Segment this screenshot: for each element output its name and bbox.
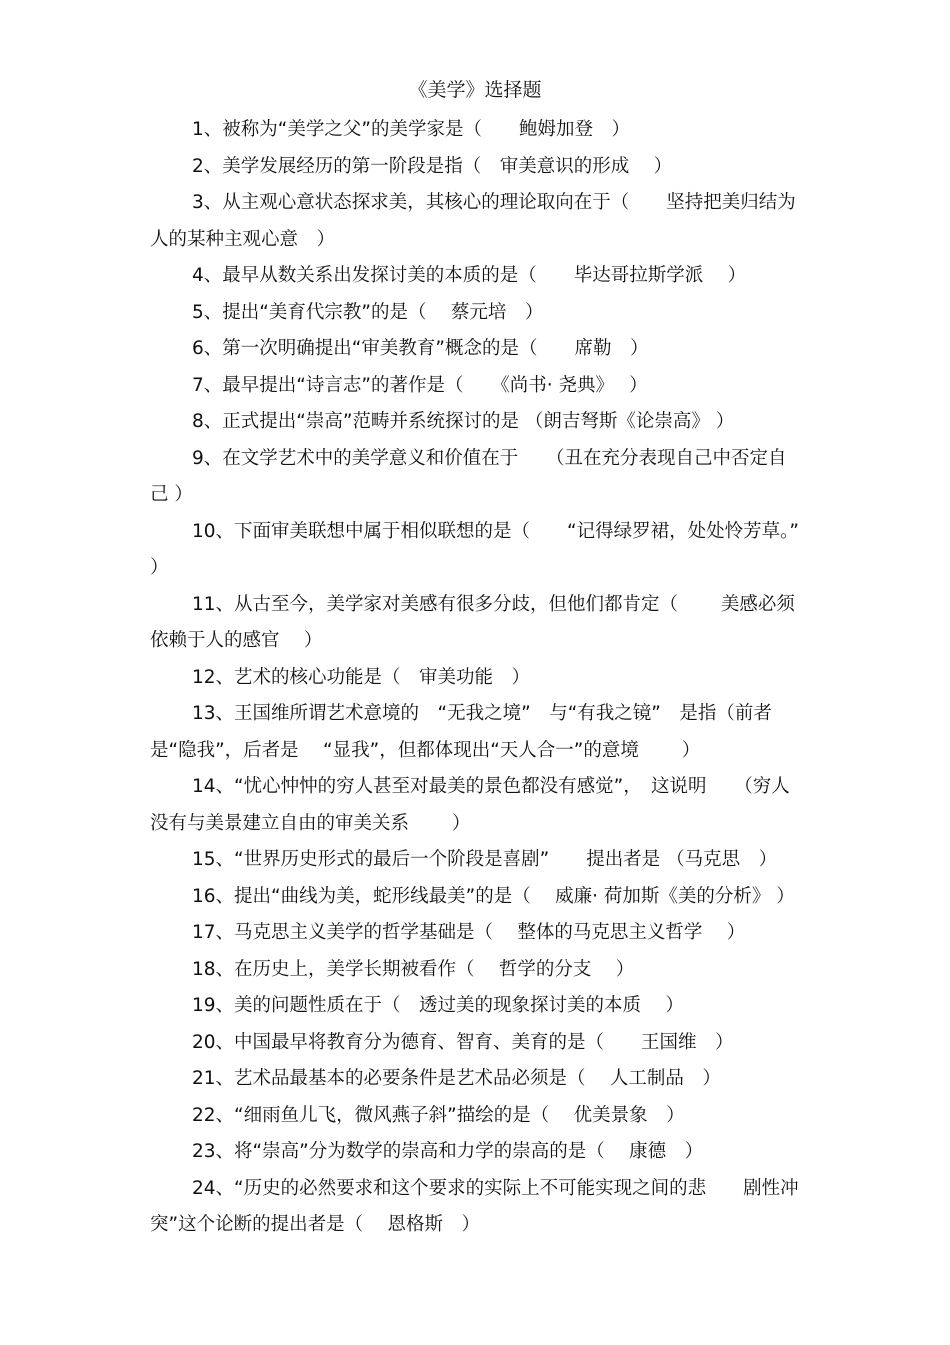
question-item: 9、在文学艺术中的美学意义和价值在于 （丑在充分表现自己中否定自己 ） (150, 447, 787, 505)
question-item: 24、“历史的必然要求和这个要求的实际上不可能实现之间的悲 剧性冲突”这个论断的提出者是（ 恩格斯 ） (150, 1177, 799, 1235)
question-item: 14、“忧心忡忡的穷人甚至对最美的景色都没有感觉”， 这说明 （穷人没有与美景建立自由的审美关系 ） (150, 776, 790, 834)
question-item: 3、从主观心意状态探求美，其核心的理论取向在于（ 坚持把美归结为人的某种主观心意 ） (150, 192, 796, 250)
question-item: 1、被称为“美学之父”的美学家是（ 鲍姆加登 ） (192, 119, 630, 140)
document-title: 《美学》选择题 (408, 79, 542, 101)
question-item: 17、马克思主义美学的哲学基础是（ 整体的马克思主义哲学 ） (192, 922, 746, 943)
question-item: 6、第一次明确提出“审美教育”概念的是（ 席勒 ） (192, 338, 649, 359)
question-item: 15、“世界历史形式的最后一个阶段是喜剧” 提出者是 （马克思 ） (192, 849, 778, 870)
question-item: 8、正式提出“崇高”范畴并系统探讨的是 （朗吉弩斯《论崇高》 ） (192, 411, 735, 432)
question-item: 22、“细雨鱼儿飞，微风燕子斜”描绘的是（ 优美景象 ） (192, 1104, 685, 1126)
question-item: 10、下面审美联想中属于相似联想的是（ “记得绿罗裙，处处怜芳草。” ） (150, 520, 824, 578)
question-list (150, 112, 824, 1244)
question-item: 11、从古至今，美学家对美感有很多分歧，但他们都肯定（ 美感必须依赖于人的感官 ） (150, 593, 795, 651)
question-item: 5、提出“美育代宗教”的是（ 蔡元培 ） (192, 301, 544, 323)
question-item: 19、美的问题性质在于（ 透过美的现象探讨美的本质 ） (192, 995, 684, 1016)
question-item: 16、提出“曲线为美，蛇形线最美”的是（ 威廉· 荷加斯《美的分析》 ） (192, 885, 795, 907)
question-item: 2、美学发展经历的第一阶段是指（ 审美意识的形成 ） (192, 155, 673, 177)
question-item: 18、在历史上，美学长期被看作（ 哲学的分支 ） (192, 958, 635, 980)
question-item: 12、艺术的核心功能是（ 审美功能 ） (192, 666, 531, 688)
question-item: 21、艺术品最基本的必要条件是艺术品必须是（ 人工制品 ） (192, 1068, 721, 1089)
question-item: 4、最早从数关系出发探讨美的本质的是（ 毕达哥拉斯学派 ） (192, 265, 747, 286)
question-item: 20、中国最早将教育分为德育、智育、美育的是（ 王国维 ） (192, 1031, 734, 1053)
question-item: 7、最早提出“诗言志”的著作是（ 《尚书· 尧典》 ） (192, 374, 648, 396)
question-item: 23、将“崇高”分为数学的崇高和力学的崇高的是（ 康德 ） (192, 1141, 704, 1162)
question-item: 13、王国维所谓艺术意境的 “无我之境” 与“有我之镜” 是指（前者是“隐我”，后者是 “显我”，但都体现出“天人合一”的意境 ） (150, 703, 772, 761)
